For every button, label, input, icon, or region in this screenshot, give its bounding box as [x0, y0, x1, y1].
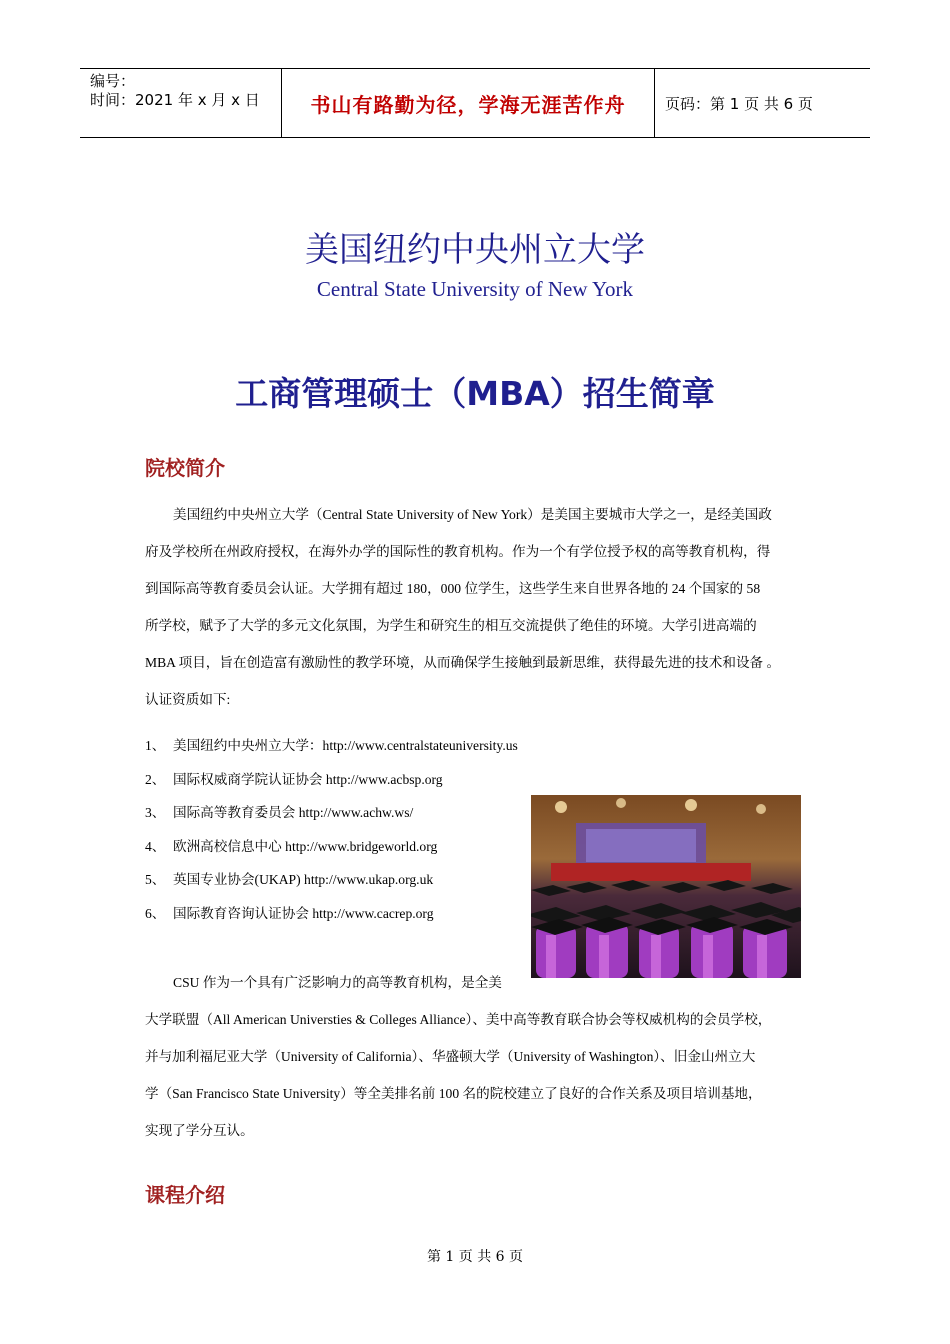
csu-paragraph [145, 964, 835, 1149]
header-table [80, 68, 870, 138]
list-text: 国际高等教育委员会 http://www.achw.ws/ [173, 805, 414, 821]
header-meta [80, 69, 281, 137]
page-footer: 第 1 页 共 6 页 [426, 1249, 524, 1265]
csu-line: 学（San Francisco State University）等全美排名前 100 名的院校建立了良好的合作关系及项目培训基地， [145, 1086, 762, 1101]
university-name-cn: 美国纽约中央州立大学 [305, 230, 645, 270]
list-item [145, 897, 525, 931]
list-item [145, 729, 525, 763]
intro-line: MBA 项目，旨在创造富有激励性的教学环境，从而确保学生接触到最新思维，获得最先进的技术和设备 。 [145, 655, 781, 670]
list-item [145, 763, 525, 797]
graduation-photo [531, 795, 801, 978]
csu-line: 并与加利福尼亚大学（University of California）、华盛顿大学（University of Washington）、旧金山州立大 [145, 1049, 756, 1064]
accreditation-list [145, 729, 525, 931]
header-motto-cell [281, 69, 655, 137]
university-name-en: Central State University of New York [316, 277, 634, 301]
list-number: 4、 [145, 838, 166, 854]
csu-line: 实现了学分互认。 [145, 1123, 254, 1138]
list-item [145, 863, 525, 897]
list-number: 5、 [145, 872, 166, 888]
list-text: 国际教育咨询认证协会 http://www.cacrep.org [173, 905, 434, 921]
list-number: 3、 [145, 805, 166, 821]
list-text: 英国专业协会(UKAP) http://www.ukap.org.uk [173, 872, 434, 888]
list-number: 2、 [145, 771, 166, 787]
document-date: 时间：2021 年 x 月 x 日 [90, 91, 260, 109]
intro-paragraph [145, 496, 825, 718]
intro-line: 到国际高等教育委员会认证。大学拥有超过 180，000 位学生，这些学生来自世界各地的 24 个国家的 58 [145, 581, 761, 596]
csu-line: CSU 作为一个具有广泛影响力的高等教育机构，是全美 [173, 975, 502, 990]
list-text: 美国纽约中央州立大学：http://www.centralstateuniversity.us [173, 738, 518, 753]
graduation-photo-illustration [531, 795, 801, 978]
intro-line: 所学校，赋予了大学的多元文化氛围，为学生和研究生的相互交流提供了绝佳的环境。大学引进高端的 [145, 618, 757, 633]
list-item [145, 830, 525, 864]
intro-heading: 院校简介 [145, 456, 225, 480]
page-indicator: 页码：第 1 页 共 6 页 [665, 94, 813, 113]
header-page-cell [655, 69, 870, 137]
intro-line: 美国纽约中央州立大学（Central State University of New York）是美国主要城市大学之一，是经美国政 [173, 507, 772, 522]
intro-line: 府及学校所在州政府授权，在海外办学的国际性的教育机构。作为一个有学位授予权的高等教育机构，得 [145, 544, 771, 559]
list-item [145, 796, 525, 830]
list-text: 欧洲高校信息中心 http://www.bridgeworld.org [173, 838, 438, 854]
list-text: 国际权威商学院认证协会 http://www.acbsp.org [173, 771, 443, 787]
document-number: 编号： [90, 72, 136, 90]
list-number: 6、 [145, 905, 166, 921]
course-heading: 课程介绍 [145, 1183, 225, 1207]
list-number: 1、 [145, 738, 166, 753]
motto: 书山有路勤为径，学海无涯苦作舟 [310, 92, 626, 117]
program-title: 工商管理硕士（MBA）招生简章 [235, 374, 715, 413]
intro-line: 认证资质如下: [145, 692, 231, 707]
csu-line: 大学联盟（All American Universties & Colleges Alliance）、美中高等教育联合协会等权威机构的会员学校， [145, 1012, 772, 1027]
